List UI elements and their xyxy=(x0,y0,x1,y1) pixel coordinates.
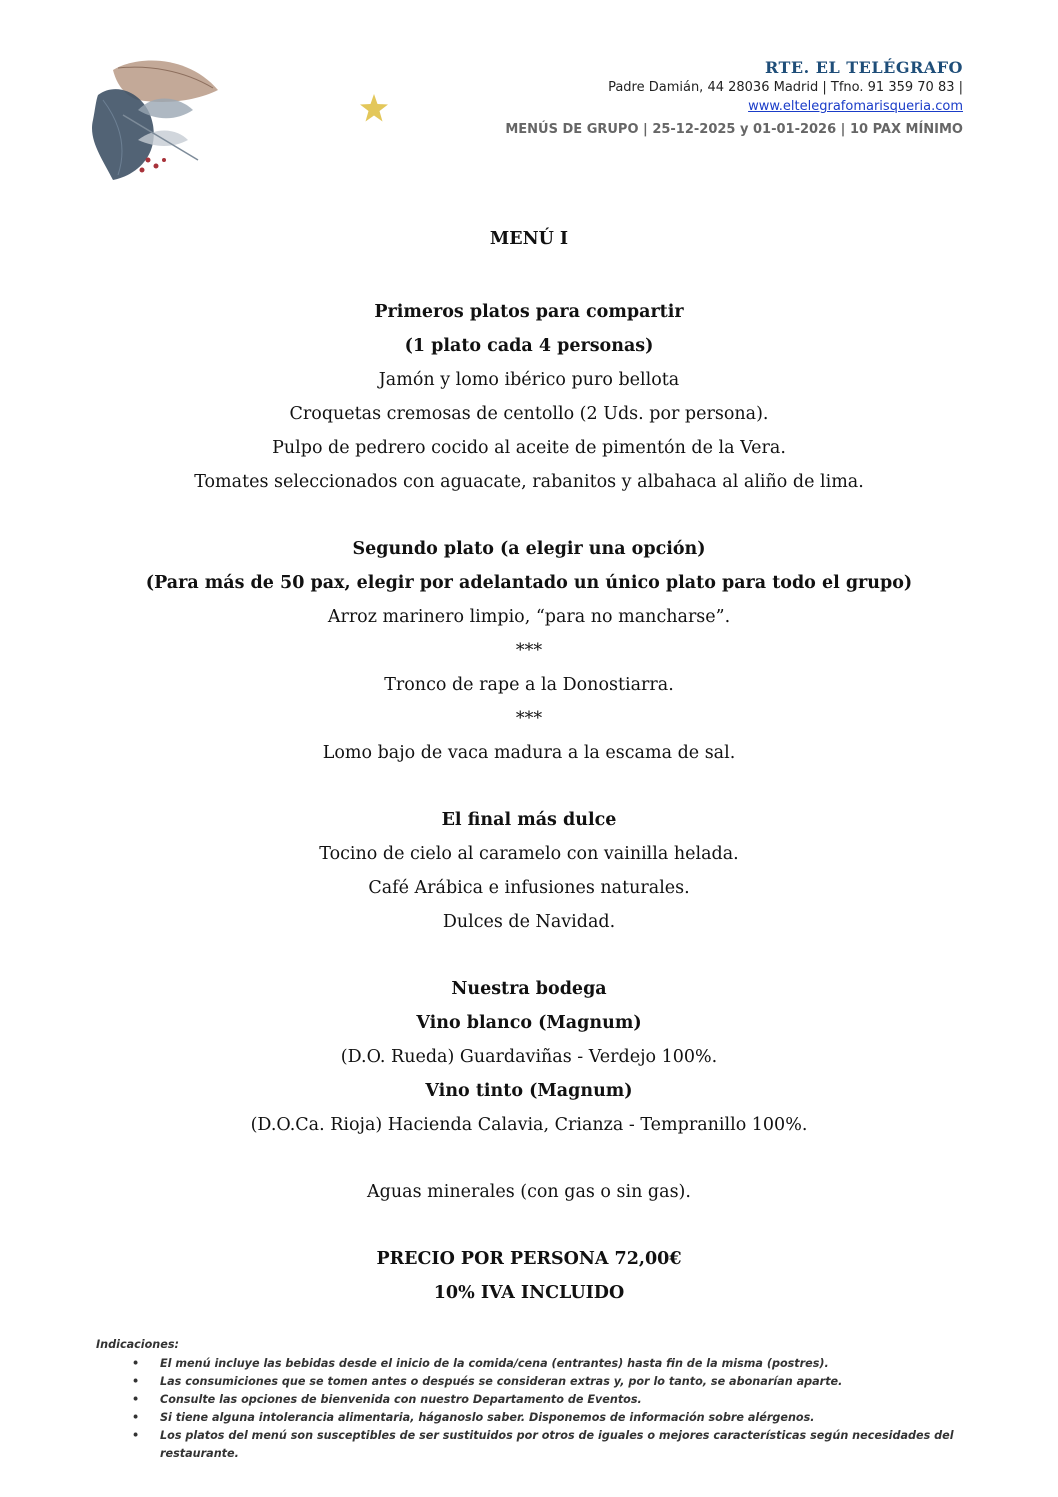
vat-included: 10% IVA INCLUIDO xyxy=(433,1283,625,1303)
list-item: • Las consumiciones que se tomen antes o después se consideran extras y, por lo tanto, se abonarían aparte. xyxy=(160,1373,966,1391)
second-course-subheading: (Para más de 50 pax, elegir por adelantado un único plato para todo el grupo) xyxy=(145,573,913,593)
red-wine: (D.O.Ca. Rioja) Hacienda Calavia, Crianza - Tempranillo 100%. xyxy=(250,1115,808,1135)
dessert-heading: El final más dulce xyxy=(441,810,617,830)
indications-title: Indicaciones: xyxy=(96,1338,179,1351)
option-separator: *** xyxy=(515,641,543,661)
option-separator: *** xyxy=(515,709,543,729)
menu-option: Tronco de rape a la Donostiarra. xyxy=(384,675,674,695)
restaurant-header xyxy=(505,58,963,137)
white-wine: (D.O. Rueda) Guardaviñas - Verdejo 100%. xyxy=(340,1047,718,1067)
menu-title: MENÚ I xyxy=(489,229,569,249)
first-courses-heading: Primeros platos para compartir xyxy=(374,302,684,322)
list-item: • Consulte las opciones de bienvenida con nuestro Departamento de Eventos. xyxy=(160,1391,966,1409)
wine-heading: Nuestra bodega xyxy=(451,979,607,999)
first-courses-subheading: (1 plato cada 4 personas) xyxy=(404,336,654,356)
menu-option: Lomo bajo de vaca madura a la escama de sal. xyxy=(322,743,736,763)
menu-item: Tomates seleccionados con aguacate, rabanitos y albahaca al aliño de lima. xyxy=(194,472,864,492)
menu-item: Dulces de Navidad. xyxy=(442,912,616,932)
indications xyxy=(96,1338,966,1463)
list-item: • El menú incluye las bebidas desde el inicio de la comida/cena (entrantes) hasta fin de la misma (postres). xyxy=(160,1355,966,1373)
star-icon xyxy=(358,92,390,124)
restaurant-name: RTE. EL TELÉGRAFO xyxy=(765,58,963,77)
website-link[interactable]: www.eltelegrafomarisqueria.com xyxy=(748,99,963,114)
menu-item: Café Arábica e infusiones naturales. xyxy=(368,878,690,898)
menu-option: Arroz marinero limpio, “para no mancharse”. xyxy=(327,607,731,627)
price-per-person: PRECIO POR PERSONA 72,00€ xyxy=(376,1249,682,1269)
second-course-heading: Segundo plato (a elegir una opción) xyxy=(352,539,706,559)
menu-item: Croquetas cremosas de centollo (2 Uds. por persona). xyxy=(289,404,769,424)
red-wine-heading: Vino tinto (Magnum) xyxy=(425,1081,633,1101)
restaurant-address: Padre Damián, 44 28036 Madrid | Tfno. 91 359 70 83 | xyxy=(608,80,963,95)
menu-item: Jamón y lomo ibérico puro bellota xyxy=(378,370,680,390)
holly-leaves-decoration xyxy=(78,50,238,190)
indications-list xyxy=(96,1355,966,1463)
menu-item: Pulpo de pedrero cocido al aceite de pimentón de la Vera. xyxy=(272,438,786,458)
mineral-water: Aguas minerales (con gas o sin gas). xyxy=(367,1182,691,1202)
white-wine-heading: Vino blanco (Magnum) xyxy=(416,1013,642,1033)
list-item: • Si tiene alguna intolerancia alimentaria, háganoslo saber. Disponemos de información sobre alérgenos. xyxy=(160,1409,966,1427)
menu-body xyxy=(0,222,1058,1310)
group-menus-info: MENÚS DE GRUPO | 25-12-2025 y 01-01-2026 | 10 PAX MÍNIMO xyxy=(505,122,963,137)
menu-item: Tocino de cielo al caramelo con vainilla helada. xyxy=(319,844,739,864)
list-item: • Los platos del menú son susceptibles de ser sustituidos por otros de iguales o mejores características según necesidades del restaurante. xyxy=(160,1427,966,1463)
